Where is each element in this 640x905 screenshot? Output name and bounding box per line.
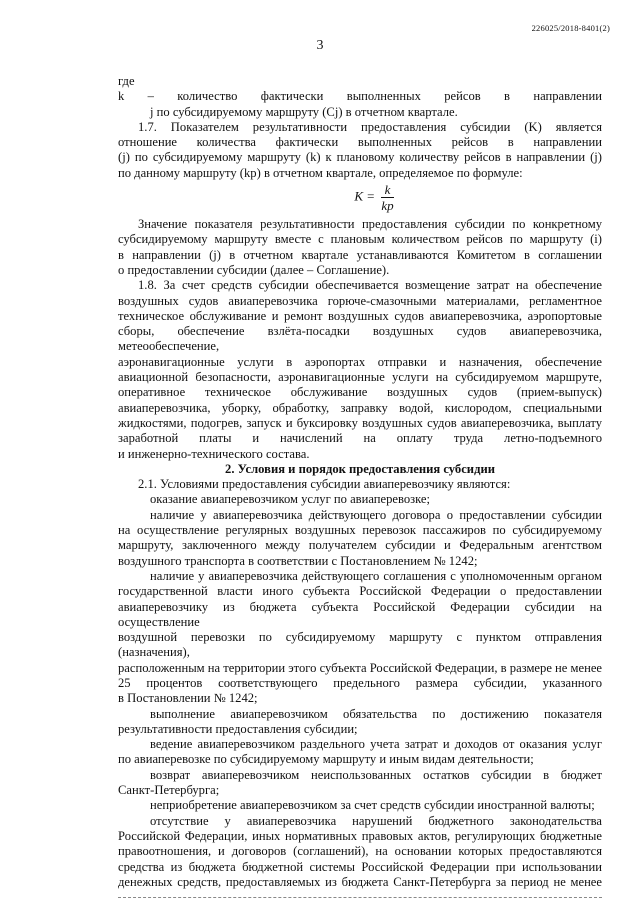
condition-item: возврат авиаперевозчиком неиспользованных остатков субсидии в бюджет (150, 767, 602, 782)
condition-item: авиаперевозчику из бюджета субъекта Российской Федерации субсидии на осуществление (118, 599, 602, 629)
formula-fraction (381, 182, 393, 213)
condition-item: воздушной перевозки по субсидируемому маршруту с пунктом отправления (назначения), (118, 630, 602, 660)
condition-item: отсутствие у авиаперевозчика нарушений бюджетного законодательства (150, 813, 602, 828)
k-definition-line: j по субсидируемому маршруту (Cj) в отчетном квартале. (150, 104, 458, 119)
formula-denominator: kp (381, 198, 394, 214)
paragraph-value-line: в направлении (j) в отчетном квартале устанавливаются Комитетом в соглашении (118, 247, 602, 262)
section-2-heading: 2. Условия и порядок предоставления субсидии (225, 461, 495, 476)
condition-item: оказание авиаперевозчиком услуг по авиаперевозке; (150, 492, 431, 507)
document-registration-number: 226025/2018-8401(2) (531, 23, 610, 33)
page-number: 3 (316, 38, 324, 53)
paragraph-1-8-line: заработной платы и начислений на оплату труда летно-подъемного (118, 431, 602, 446)
condition-item: результативности предоставления субсидии; (118, 721, 358, 736)
paragraph-1-8-line: 1.8. За счет средств субсидии обеспечивается возмещение затрат на обеспечение (138, 278, 602, 293)
performance-formula (146, 182, 602, 213)
condition-item: денежных средств, предоставляемых из бюджета Санкт-Петербурга за период не менее (118, 874, 602, 889)
document-body (118, 74, 602, 890)
condition-item: 25 процентов соответствующего предельного размера субсидии, указанного (118, 675, 602, 690)
paragraph-1-8-line: сборы, обеспечение взлёта-посадки воздушных судов авиаперевозчика, метеообеспечение, (118, 324, 602, 354)
condition-item: по авиаперевозке по субсидируемому маршруту и иным видам деятельности; (118, 752, 534, 767)
paragraph-value-line: Значение показателя результативности предоставления субсидии по конкретному (138, 217, 602, 232)
paragraph-1-7-line: отношение количества фактически выполненных рейсов в направлении (118, 135, 602, 150)
condition-item: воздушного транспорта в соответствии с Постановлением № 1242; (118, 553, 478, 568)
condition-item: неприобретение авиаперевозчиком за счет средств субсидии иностранной валюты; (150, 798, 595, 813)
formula-numerator: k (381, 182, 393, 198)
condition-item: маршруту, заключенного между получателем субсидии и Федеральным агентством (118, 538, 602, 553)
paragraph-1-8-line: воздушных судов авиаперевозчика горюче-смазочными материалами, регламентное (118, 293, 602, 308)
condition-item: государственной власти иного субъекта Российской Федерации о предоставлении (118, 584, 602, 599)
paragraph-1-7-line: по данному маршруту (kp) в отчетном квартале, определяемое по формуле: (118, 165, 523, 180)
paragraph-1-8-line: авиационной безопасности, аэронавигационные услуги на субсидируемом маршруте, (118, 370, 602, 385)
condition-item: средства из бюджета бюджетной системы Российской Федерации при использовании (118, 859, 602, 874)
page-bottom-rule (118, 897, 602, 898)
formula-lhs: K = (354, 188, 376, 204)
paragraph-1-8-line: жидкостями, подогрев, запуск и буксировку воздушных судов авиаперевозчика, выплату (118, 415, 602, 430)
paragraph-1-8-line: аэронавигационные услуги в аэропортах отправки и назначения, обеспечение (118, 354, 602, 369)
paragraph-1-8-line: техническое обслуживание и ремонт воздушных судов авиаперевозчика, аэропортовые (118, 308, 602, 323)
condition-item: наличие у авиаперевозчика действующего соглашения с уполномоченным органом (150, 568, 602, 583)
paragraph-1-8-line: и инженерно-технического состава. (118, 446, 310, 461)
condition-item: наличие у авиаперевозчика действующего договора о предоставлении субсидии (150, 507, 602, 522)
condition-item: выполнение авиаперевозчиком обязательства по достижению показателя (150, 706, 602, 721)
where-label: где (118, 74, 135, 88)
paragraph-value-line: о предоставлении субсидии (далее – Соглашение). (118, 262, 390, 277)
condition-item: расположенным на территории этого субъекта Российской Федерации, в размере не менее (118, 660, 603, 675)
k-definition-line: k – количество фактически выполненных рейсов в направлении (118, 89, 602, 104)
condition-item: Российской Федерации, иных нормативных правовых актов, регулирующих бюджетные (118, 828, 602, 843)
paragraph-1-8-line: авиаперевозчика, уборку, обработку, заправку водой, кислородом, специальными (118, 400, 602, 415)
paragraph-value-line: субсидируемому маршруту вместе с плановым количеством рейсов по маршруту (i) (118, 232, 602, 247)
condition-item: на осуществление регулярных воздушных перевозок пассажиров по субсидируемому (118, 523, 602, 538)
condition-item: правоотношения, и договоров (соглашений), на основании которых предоставляются (118, 844, 602, 859)
clause-2-1-intro: 2.1. Условиями предоставления субсидии авиаперевозчику являются: (138, 477, 511, 492)
paragraph-1-8-line: оперативное техническое обслуживание воздушных судов (прием-выпуск) (118, 385, 602, 400)
paragraph-1-7-line: 1.7. Показателем результативности предоставления субсидии (K) является (138, 119, 602, 134)
condition-item: ведение авиаперевозчиком раздельного учета затрат и доходов от оказания услуг (150, 737, 602, 752)
condition-item: в Постановлении № 1242; (118, 691, 258, 706)
condition-item: Санкт-Петербурга; (118, 783, 220, 798)
paragraph-1-7-line: (j) по субсидируемому маршруту (k) к плановому количеству рейсов в направлении (j) (118, 150, 602, 165)
